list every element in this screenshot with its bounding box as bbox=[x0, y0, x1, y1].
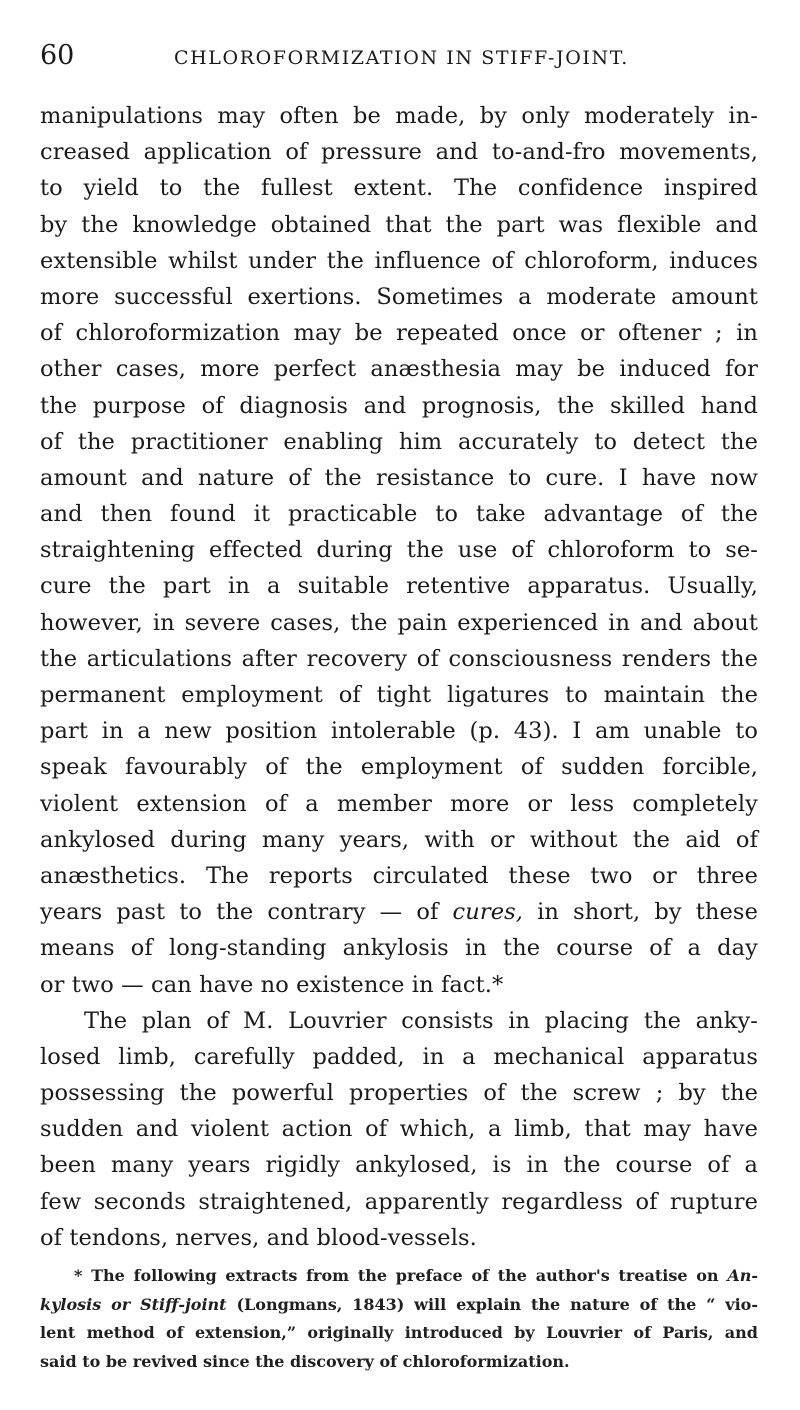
text-line: manipulations may often be made, by only moderately in- bbox=[40, 103, 758, 129]
running-title: CHLOROFORMIZATION IN STIFF-JOINT. bbox=[174, 47, 629, 69]
text-line: straightening effected during the use of chloroform to se- bbox=[40, 537, 758, 564]
running-head bbox=[40, 36, 760, 76]
body-text bbox=[40, 98, 758, 1256]
footnote-line bbox=[40, 1291, 758, 1320]
text-line: speak favourably of the employment of sudden forcible, bbox=[40, 754, 758, 781]
text-line: anæsthetics. The reports circulated these two or three bbox=[40, 862, 758, 889]
paragraph-start-line: The plan of M. Louvrier consists in placing the anky- bbox=[84, 1007, 758, 1034]
text-line: cure the part in a suitable retentive apparatus. Usually, bbox=[40, 573, 758, 600]
text-line: or two — can have no existence in fact.* bbox=[40, 971, 504, 998]
text-segment: years past to the contrary — of bbox=[40, 899, 453, 926]
text-line: and then found it practicable to take advantage of the bbox=[40, 501, 758, 528]
text-line: creased application of pressure and to-and-fro movements, bbox=[40, 139, 758, 166]
footnote-line: said to be revived since the discovery of chloroformization. bbox=[40, 1351, 570, 1371]
text-line: means of long-standing ankylosis in the course of a day bbox=[40, 935, 758, 962]
text-line: violent extension of a member more or less completely bbox=[40, 790, 758, 817]
text-line: been many years rigidly ankylosed, is in the course of a bbox=[40, 1152, 758, 1179]
italic-emphasis: An- bbox=[727, 1266, 758, 1285]
text-line: ankylosed during many years, with or without the aid of bbox=[40, 826, 758, 853]
text-line: of tendons, nerves, and blood-vessels. bbox=[40, 1224, 477, 1251]
text-line: other cases, more perfect anæsthesia may be induced for bbox=[40, 356, 758, 383]
text-line: by the knowledge obtained that the part was flexible and bbox=[40, 211, 758, 238]
footnote-line bbox=[40, 1262, 758, 1291]
text-segment: * The following extracts from the preface of the author's treatise on bbox=[74, 1266, 728, 1285]
text-line: the articulations after recovery of consciousness renders the bbox=[40, 645, 758, 672]
text-line: possessing the powerful properties of the screw ; by the bbox=[40, 1080, 758, 1107]
footnote-line: lent method of extension,” originally introduced by Louvrier of Paris, and bbox=[40, 1323, 758, 1343]
text-line: few seconds straightened, apparently regardless of rupture bbox=[40, 1188, 758, 1215]
text-line: sudden and violent action of which, a limb, that may have bbox=[40, 1116, 758, 1143]
text-line: to yield to the fullest extent. The confidence inspired bbox=[40, 175, 758, 202]
text-line: of the practitioner enabling him accurately to detect the bbox=[40, 428, 758, 455]
text-line: extensible whilst under the influence of chloroform, induces bbox=[40, 247, 758, 274]
text-line: however, in severe cases, the pain experienced in and about bbox=[40, 609, 758, 636]
text-line: of chloroformization may be repeated once or oftener ; in bbox=[40, 320, 758, 347]
text-line: the purpose of diagnosis and prognosis, the skilled hand bbox=[40, 392, 758, 419]
text-segment: in short, by these bbox=[523, 899, 758, 926]
text-line: part in a new position intolerable (p. 43). I am unable to bbox=[40, 718, 758, 745]
text-line: losed limb, carefully padded, in a mechanical apparatus bbox=[40, 1043, 758, 1070]
text-line: amount and nature of the resistance to cure. I have now bbox=[40, 464, 758, 491]
text-line: more successful exertions. Sometimes a moderate amount bbox=[40, 283, 758, 310]
footnote bbox=[40, 1262, 758, 1376]
italic-emphasis: cures, bbox=[452, 899, 524, 926]
text-line bbox=[40, 894, 758, 930]
text-line: permanent employment of tight ligatures to maintain the bbox=[40, 682, 758, 708]
italic-emphasis: kylosis or Stiff-joint bbox=[40, 1294, 227, 1314]
page-number: 60 bbox=[40, 40, 75, 71]
text-segment: (Longmans, 1843) will explain the nature of the “ vio- bbox=[226, 1294, 758, 1314]
